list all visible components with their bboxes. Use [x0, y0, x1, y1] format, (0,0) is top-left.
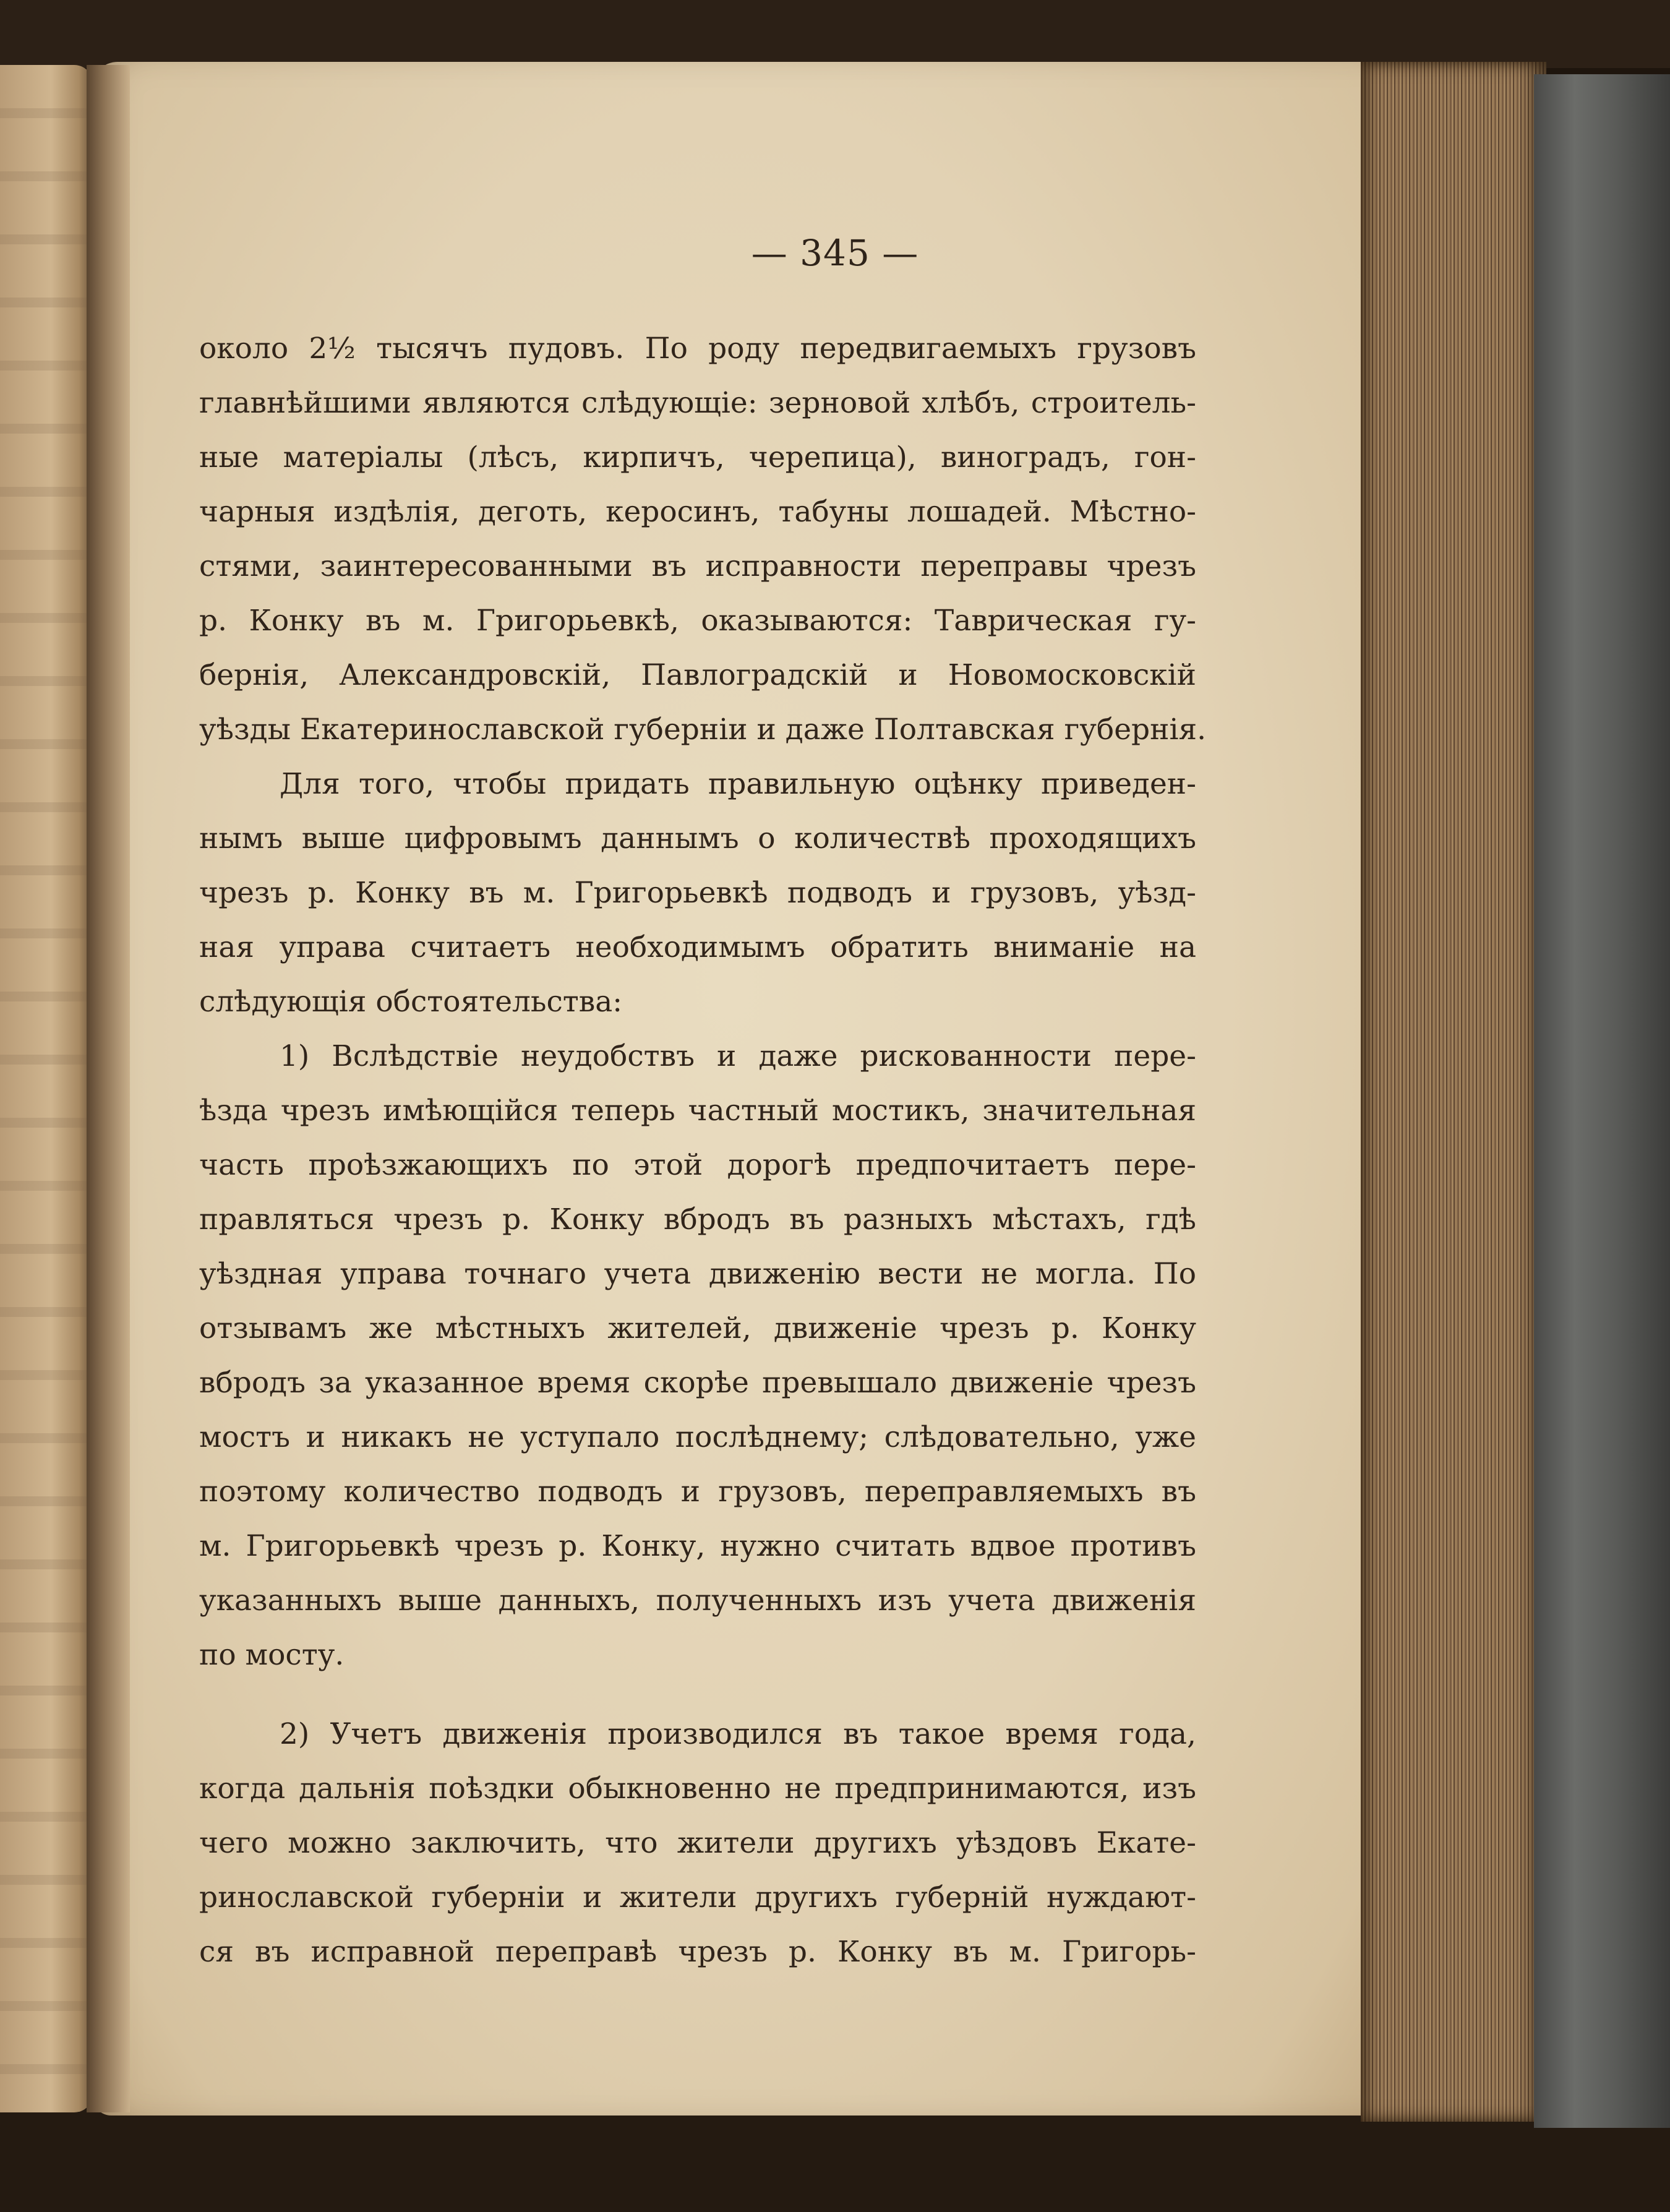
text-line: мостъ и никакъ не уступало послѣднему; слѣдовательно, уже [199, 1420, 1196, 1454]
backdrop-bottom [0, 2109, 1670, 2212]
page-gutter [87, 65, 130, 2112]
text-line: отзывамъ же мѣстныхъ жителей, движеніе чрезъ р. Конку [199, 1311, 1196, 1345]
previous-page-edge [0, 65, 93, 2112]
backdrop-top [0, 0, 1670, 68]
text-line: по мосту. [199, 1638, 345, 1672]
text-line: поэтому количество подводъ и грузовъ, переправляемыхъ въ [199, 1475, 1196, 1509]
paragraph-start: 2) Учетъ движенія производился въ такое время года, [280, 1717, 1196, 1751]
text-line: уѣзды Екатеринославской губерніи и даже Полтавская губернія. [199, 713, 1207, 747]
text-line: правляться чрезъ р. Конку вбродъ въ разныхъ мѣстахъ, гдѣ [199, 1202, 1196, 1237]
text-line: стями, заинтересованными въ исправности переправы чрезъ [199, 549, 1196, 583]
text-line: чего можно заключить, что жители другихъ уѣздовъ Екате- [199, 1826, 1196, 1860]
paragraph-start: 1) Вслѣдствіе неудобствъ и даже рискованности пере- [280, 1039, 1196, 1073]
text-line: указанныхъ выше данныхъ, полученныхъ изъ учета движенія [199, 1584, 1196, 1618]
text-line: около 2½ тысячъ пудовъ. По роду передвигаемыхъ грузовъ [199, 332, 1196, 366]
page-edges [1361, 62, 1546, 2122]
text-line: главнѣйшими являются слѣдующіе: зерновой хлѣбъ, строитель- [199, 386, 1196, 420]
text-line: вбродъ за указанное время скорѣе превышало движеніе чрезъ [199, 1366, 1196, 1400]
text-line: ринославской губерніи и жители другихъ губерній нуждают- [199, 1880, 1196, 1914]
text-line: уѣздная управа точнаго учета движенію вести не могла. По [199, 1257, 1196, 1291]
book-cover [1534, 74, 1670, 2128]
text-line: ѣзда чрезъ имѣющійся теперь частный мостикъ, значительная [199, 1094, 1196, 1128]
text-line: р. Конку въ м. Григорьевкѣ, оказываются: Таврическая гу- [199, 604, 1196, 638]
text-line: часть проѣзжающихъ по этой дорогѣ предпочитаетъ пере- [199, 1148, 1196, 1182]
text-line: нымъ выше цифровымъ даннымъ о количествѣ проходящихъ [199, 821, 1196, 855]
page-number: — 345 — [751, 232, 919, 274]
text-line: когда дальнія поѣздки обыкновенно не предпринимаются, изъ [199, 1772, 1196, 1806]
body-text [199, 322, 1207, 1979]
text-line: чрезъ р. Конку въ м. Григорьевкѣ подводъ и грузовъ, уѣзд- [199, 876, 1196, 910]
text-line: чарныя издѣлія, деготь, керосинъ, табуны лошадей. Мѣстно- [199, 495, 1196, 529]
text-line: м. Григорьевкѣ чрезъ р. Конку, нужно считать вдвое противъ [199, 1529, 1196, 1563]
text-line: ся въ исправной переправѣ чрезъ р. Конку въ м. Григорь- [199, 1935, 1196, 1969]
text-line: ная управа считаетъ необходимымъ обратить вниманіе на [199, 930, 1196, 964]
text-line: ные матеріалы (лѣсъ, кирпичъ, черепица), виноградъ, гон- [199, 440, 1196, 474]
paragraph-start: Для того, чтобы придать правильную оцѣнку приведен- [280, 767, 1196, 801]
text-line: слѣдующія обстоятельства: [199, 985, 623, 1019]
text-line: бернія, Александровскій, Павлоградскій и Новомосковскій [199, 658, 1196, 692]
